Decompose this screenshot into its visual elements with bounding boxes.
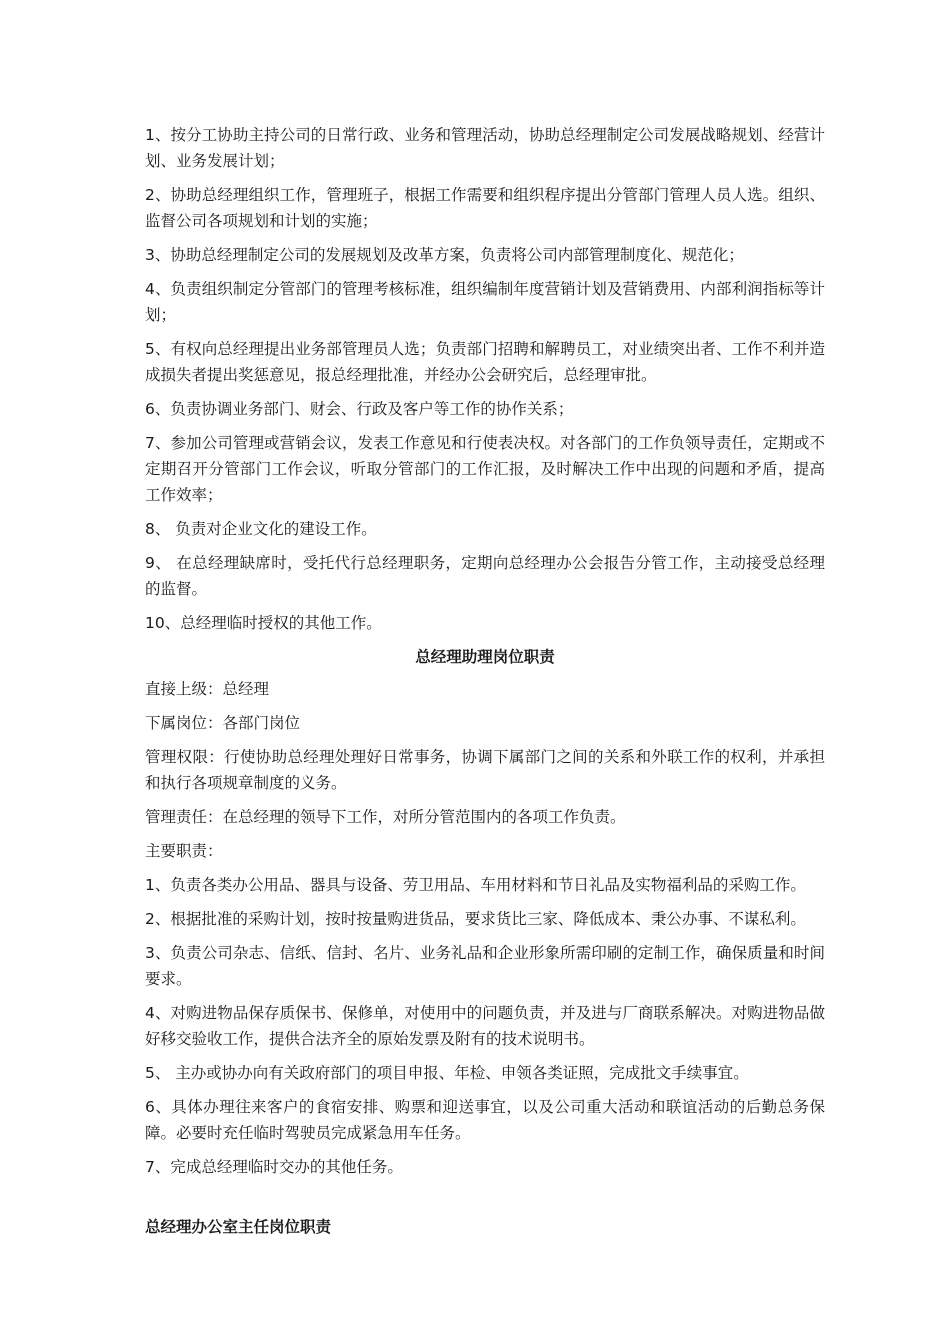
management-responsibility: 管理责任：在总经理的领导下工作，对所分管范围内的各项工作负责。	[145, 808, 626, 826]
office-director-title: 总经理办公室主任岗位职责	[145, 1218, 332, 1236]
list-item: 2、根据批准的采购计划，按时按量购进货品，要求货比三家、降低成本、秉公办事、不谋私利。	[145, 910, 806, 928]
subordinate-positions: 下属岗位：各部门岗位	[145, 714, 301, 732]
main-duties-heading: 主要职责：	[145, 842, 223, 860]
list-item: 9、 在总经理缺席时，受托代行总经理职务，定期向总经理办公会报告分管工作，主动接受总经理的监督。	[145, 554, 825, 598]
management-authority: 管理权限：行使协助总经理处理好日常事务，协调下属部门之间的关系和外联工作的权利，并承担和执行各项规章制度的义务。	[145, 748, 825, 792]
list-item: 8、 负责对企业文化的建设工作。	[145, 520, 377, 538]
list-item: 4、对购进物品保存质保书、保修单，对使用中的问题负责，并及进与厂商联系解决。对购进物品做好移交验收工作，提供合法齐全的原始发票及附有的技术说明书。	[145, 1004, 825, 1048]
list-item: 5、有权向总经理提出业务部管理员人选；负责部门招聘和解聘员工，对业绩突出者、工作不利并造成损失者提出奖惩意见，报总经理批准，并经办公会研究后，总经理审批。	[145, 340, 825, 384]
list-item: 7、完成总经理临时交办的其他任务。	[145, 1158, 403, 1176]
list-item: 2、协助总经理组织工作，管理班子，根据工作需要和组织程序提出分管部门管理人员人选。组织、监督公司各项规划和计划的实施；	[145, 186, 825, 230]
list-item: 1、按分工协助主持公司的日常行政、业务和管理活动，协助总经理制定公司发展战略规划、经营计划、业务发展计划；	[145, 126, 825, 170]
list-item: 7、参加公司管理或营销会议，发表工作意见和行使表决权。对各部门的工作负领导责任，定期或不定期召开分管部门工作会议，听取分管部门的工作汇报，及时解决工作中出现的问题和矛盾，提高工作效率；	[145, 434, 825, 504]
list-item: 6、具体办理往来客户的食宿安排、购票和迎送事宜，以及公司重大活动和联谊活动的后勤总务保障。必要时充任临时驾驶员完成紧急用车任务。	[145, 1098, 825, 1142]
direct-superior: 直接上级：总经理	[145, 680, 270, 698]
list-item: 3、负责公司杂志、信纸、信封、名片、业务礼品和企业形象所需印刷的定制工作，确保质量和时间要求。	[145, 944, 825, 988]
list-item: 1、负责各类办公用品、器具与设备、劳卫用品、车用材料和节日礼品及实物福利品的采购工作。	[145, 876, 806, 894]
document-body	[145, 122, 825, 1240]
list-item: 4、负责组织制定分管部门的管理考核标准，组织编制年度营销计划及营销费用、内部利润指标等计划；	[145, 280, 825, 324]
list-item: 6、负责协调业务部门、财会、行政及客户等工作的协作关系；	[145, 400, 574, 418]
gm-assistant-duties-list	[145, 872, 825, 1180]
list-item: 10、总经理临时授权的其他工作。	[145, 614, 382, 632]
gm-assistant-title: 总经理助理岗位职责	[415, 648, 555, 666]
list-item: 3、协助总经理制定公司的发展规划及改革方案，负责将公司内部管理制度化、规范化；	[145, 246, 744, 264]
list-item: 5、 主办或协办向有关政府部门的项目申报、年检、申领各类证照，完成批文手续事宜。	[145, 1064, 749, 1082]
deputy-gm-duties-list	[145, 122, 825, 636]
